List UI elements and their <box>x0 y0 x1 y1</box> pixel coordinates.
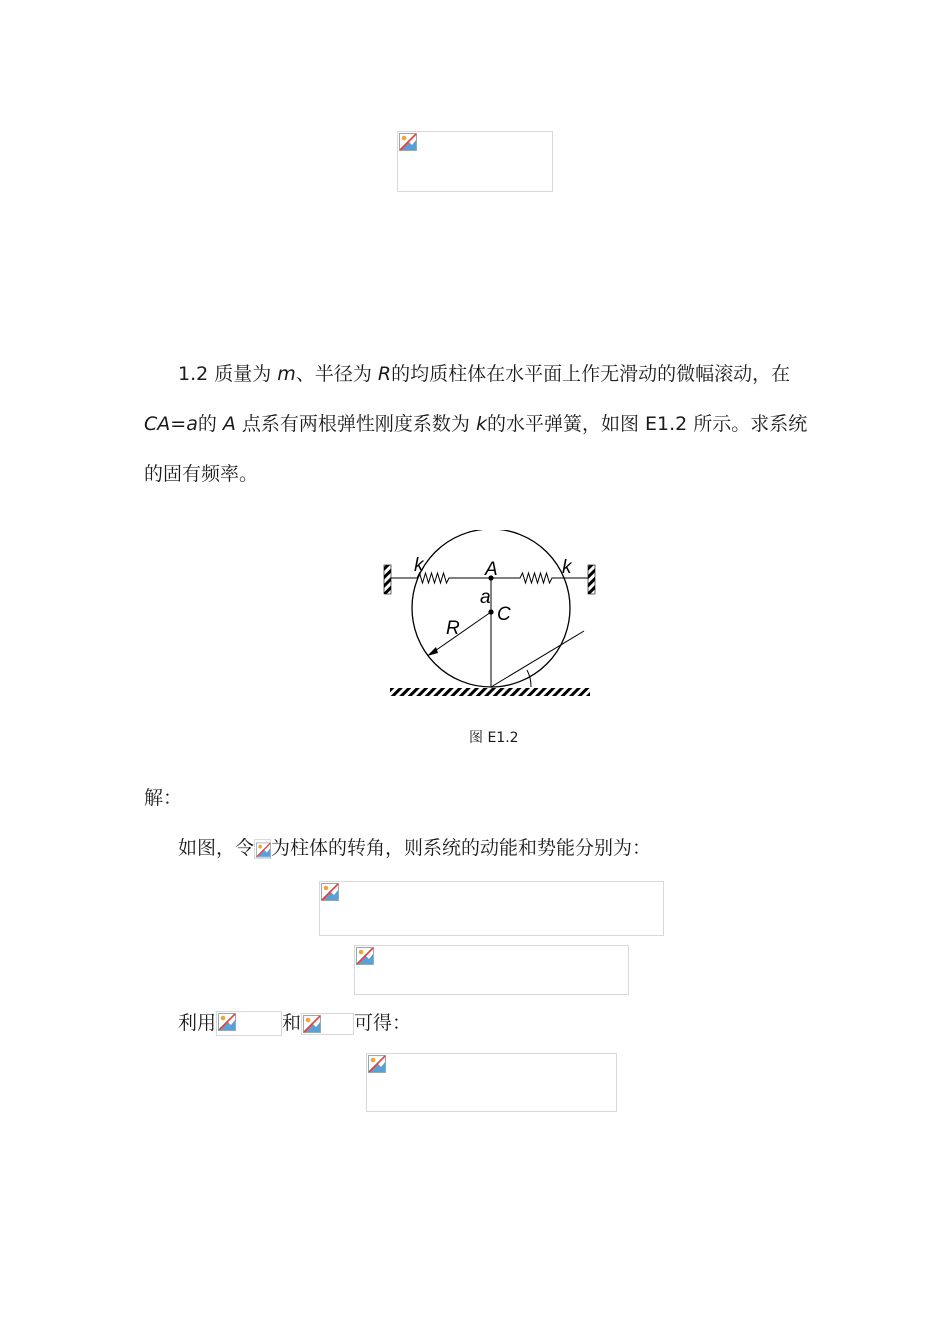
var-m: m <box>277 363 296 385</box>
var-a: a <box>186 413 198 435</box>
problem-text: 点系有两根弹性刚度系数为 <box>235 413 476 435</box>
broken-image-icon <box>256 841 271 859</box>
label-k-right: k <box>562 557 572 578</box>
var-a-point: A <box>222 413 236 435</box>
solution-text: 可得： <box>354 1012 412 1034</box>
solution-line-2 <box>178 1011 411 1036</box>
problem-line-2 <box>144 414 807 434</box>
right-spring <box>491 573 588 583</box>
radius-line <box>432 612 491 653</box>
var-k: k <box>475 413 487 435</box>
broken-image-icon <box>303 1015 321 1033</box>
inline-equation-image <box>301 1013 354 1035</box>
ground-hatch <box>390 688 590 696</box>
problem-text: 的均质柱体在水平面上作无滑动的微幅滚动，在 <box>391 363 791 385</box>
problem-text: 的固有频率。 <box>144 463 259 485</box>
left-spring <box>391 573 491 583</box>
label-k-left: k <box>414 555 424 576</box>
solution-text: 如图，令 <box>178 837 255 859</box>
var-ca: CA <box>144 413 171 435</box>
var-r: R <box>377 363 392 385</box>
radius-arrowhead <box>427 647 438 656</box>
inline-equation-image <box>254 839 271 859</box>
broken-image-icon <box>368 1055 386 1073</box>
solution-text: 和 <box>282 1012 302 1034</box>
left-wall <box>384 565 391 594</box>
problem-text: = <box>170 413 187 435</box>
broken-image-icon <box>399 133 417 151</box>
solution-text: 为柱体的转角，则系统的动能和势能分别为： <box>271 837 652 859</box>
right-wall <box>588 565 595 594</box>
equation-image-potential <box>354 945 629 995</box>
equation-image-result <box>366 1053 617 1112</box>
figure-caption: 图 E1.2 <box>469 730 519 746</box>
broken-image-icon <box>356 947 374 965</box>
label-a-distance: a <box>480 587 491 608</box>
problem-text: 的水平弹簧，如图 E1.2 所示。求系统 <box>487 413 808 435</box>
label-c-point: C <box>497 604 511 625</box>
solution-line-1 <box>178 838 651 859</box>
cylinder-spring-figure <box>370 530 610 705</box>
problem-text: 的 <box>197 413 223 435</box>
label-a-point: A <box>485 559 498 580</box>
problem-text: 、半径为 <box>295 363 378 385</box>
angle-line <box>491 631 584 687</box>
broken-image-icon <box>218 1013 236 1031</box>
solution-text: 利用 <box>178 1012 217 1034</box>
label-r-radius: R <box>446 618 460 639</box>
broken-image-icon <box>321 883 339 901</box>
problem-line-3 <box>144 464 258 484</box>
problem-text: 1.2 质量为 <box>178 363 278 385</box>
image-placeholder <box>397 131 553 192</box>
equation-image-kinetic <box>319 881 664 936</box>
problem-line-1 <box>178 364 790 384</box>
solution-heading: 解： <box>144 787 183 809</box>
inline-equation-image <box>216 1011 282 1036</box>
